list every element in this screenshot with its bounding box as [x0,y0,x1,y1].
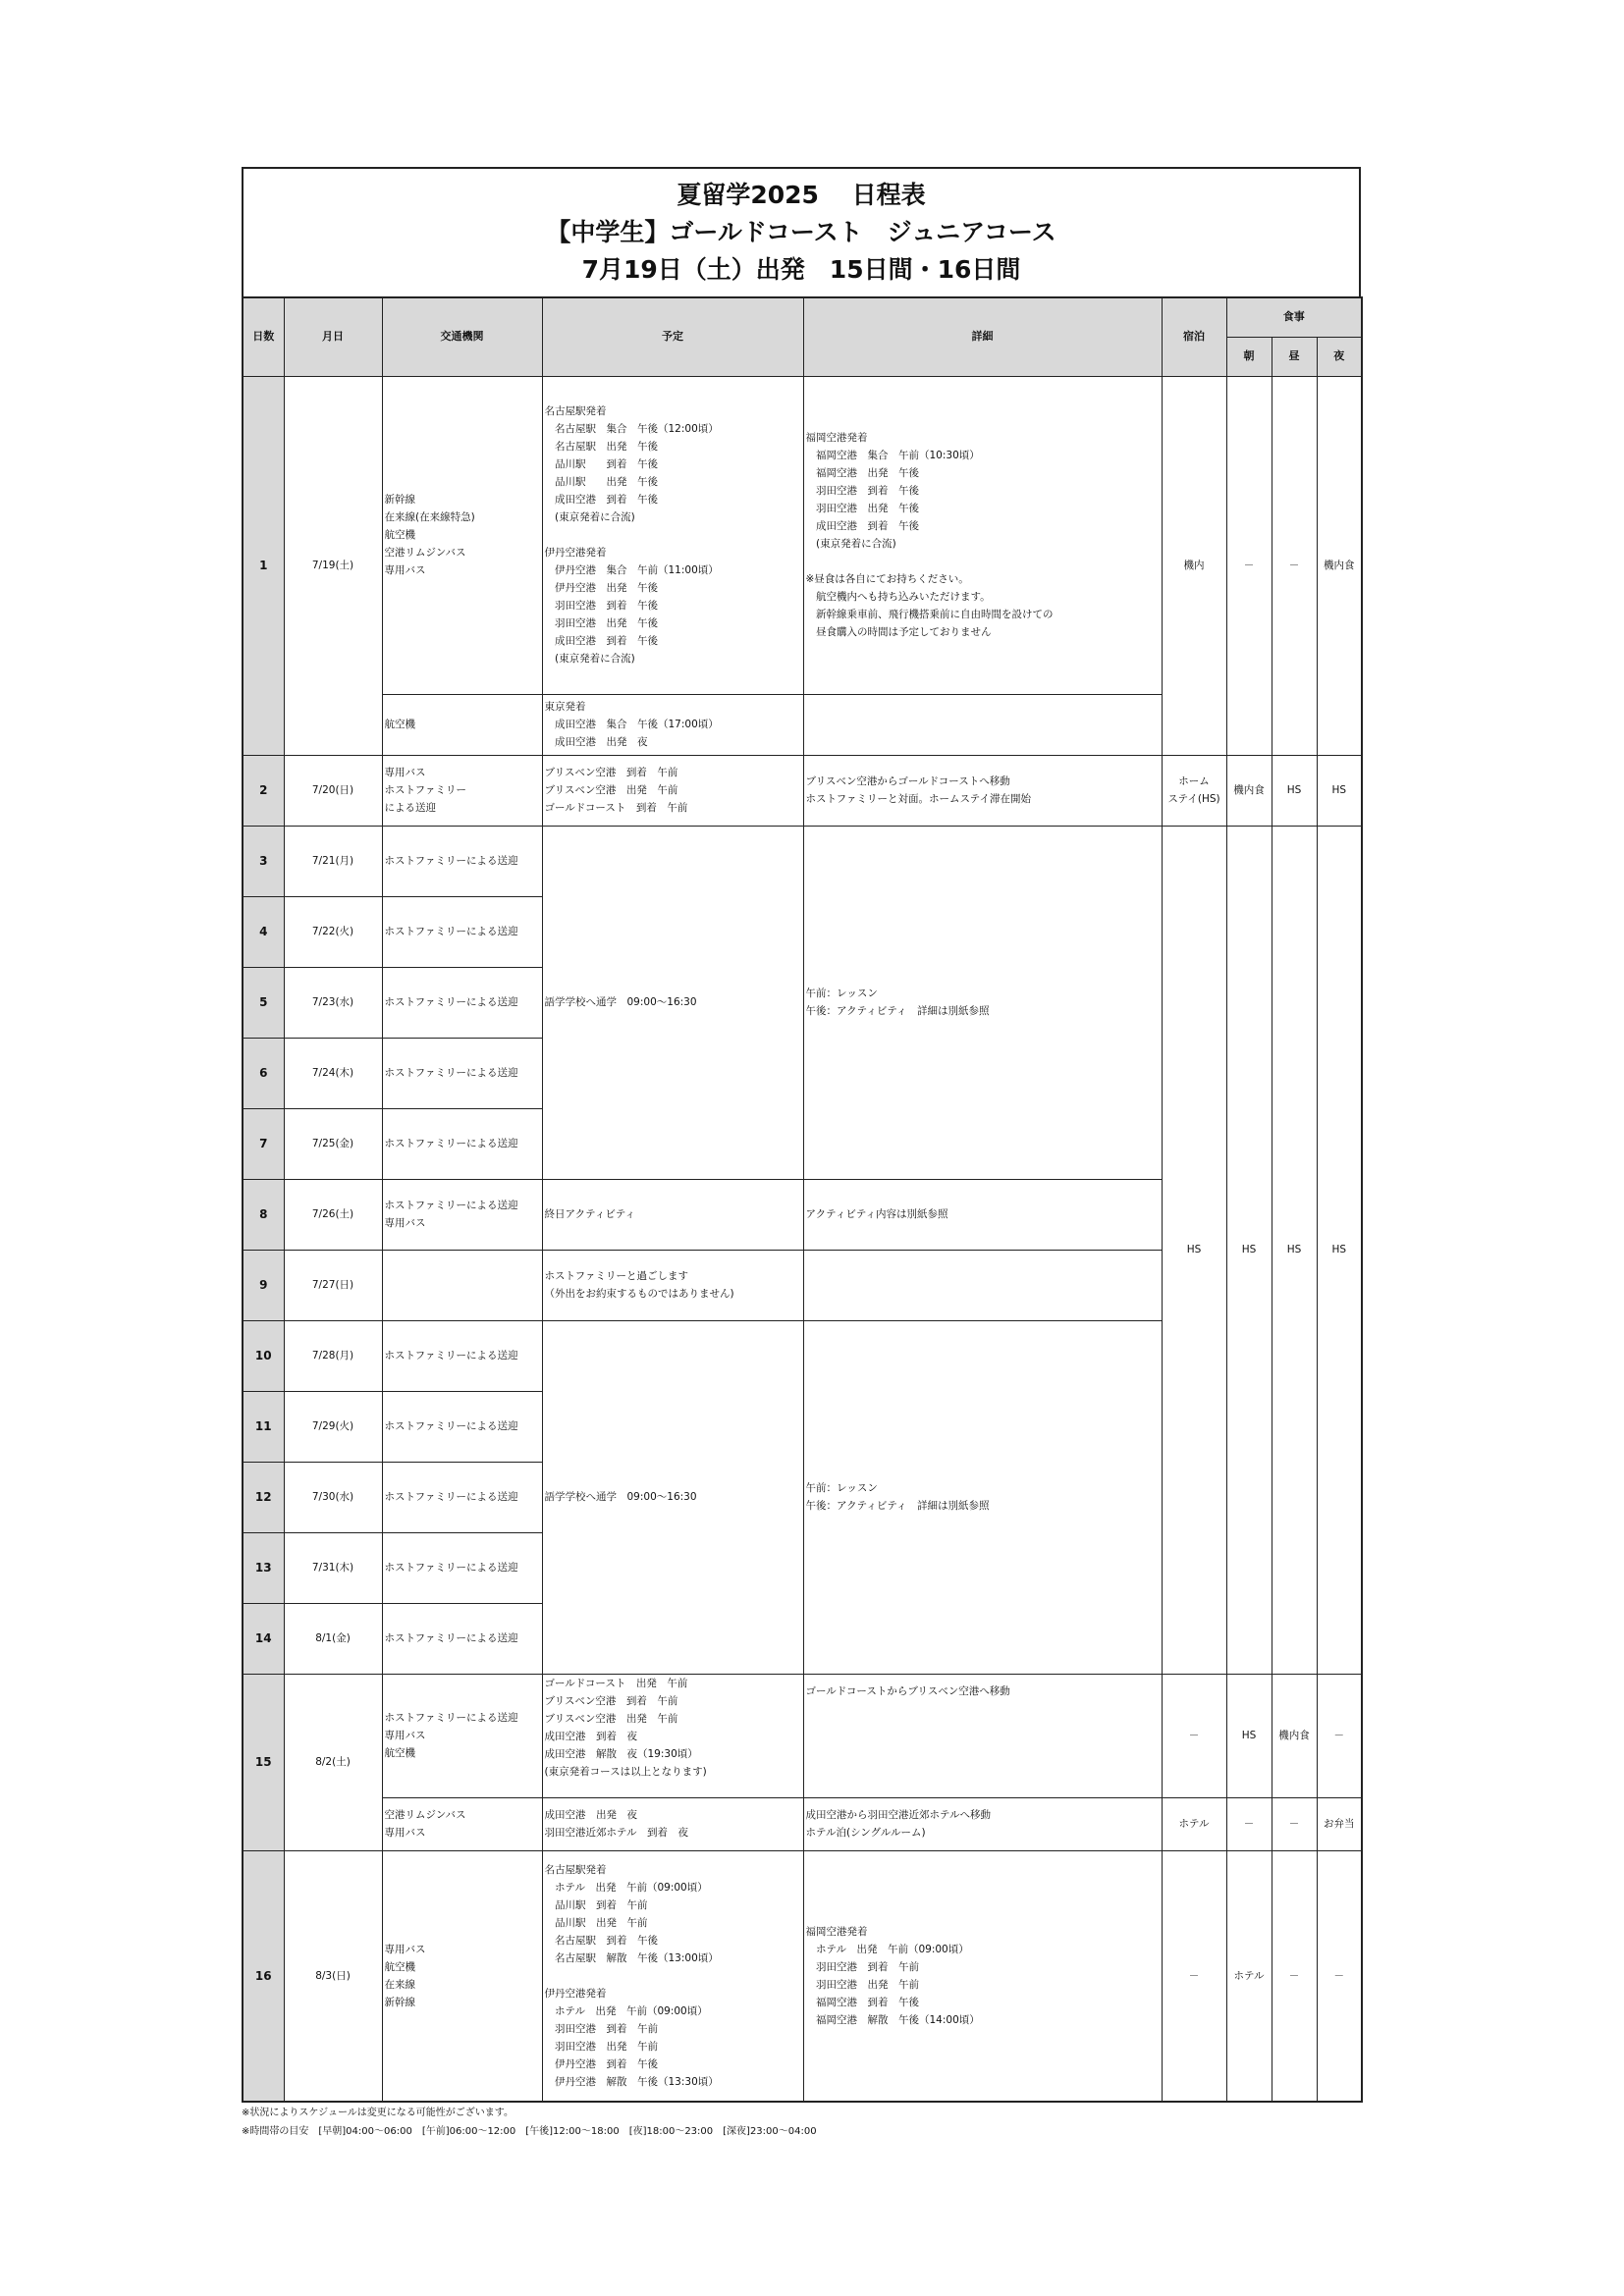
lunch-cell: － [1272,1850,1317,2102]
stay-cell: ホーム ステイ(HS) [1162,755,1226,826]
lunch-cell: － [1272,376,1317,755]
day-number: 16 [243,1850,284,2102]
day-number: 3 [243,826,284,896]
date: 8/3(日) [284,1850,382,2102]
dinner-cell: 機内食 [1317,376,1362,755]
transport-cell: ホストファミリーによる送迎 [382,896,542,967]
plan-cell: 東京発着 成田空港 集合 午後（17:00頃） 成田空港 出発 夜 [542,694,803,755]
header-meals: 食事 [1226,297,1362,337]
date: 7/30(水) [284,1462,382,1532]
day-number: 2 [243,755,284,826]
detail-cell: ゴールドコーストからブリスベン空港へ移動 [803,1674,1162,1797]
detail-cell: アクティビティ内容は別紙参照 [803,1179,1162,1250]
header-day: 日数 [243,297,284,376]
detail-cell: 午前：レッスン 午後：アクティビティ 詳細は別紙参照 [803,826,1162,1179]
transport-cell: ホストファミリーによる送迎 [382,1038,542,1108]
stay-cell: HS [1162,826,1226,1674]
date: 7/23(水) [284,967,382,1038]
header-dinner: 夜 [1317,337,1362,376]
title-line-1: 夏留学2025 日程表 [677,181,926,209]
lunch-cell: － [1272,1797,1317,1850]
title-line-2: 【中学生】ゴールドコースト ジュニアコース [546,218,1056,246]
day-number: 5 [243,967,284,1038]
plan-cell: 名古屋駅発着 ホテル 出発 午前（09:00頃） 品川駅 到着 午前 品川駅 出発 午前 名古屋駅 到着 午後 名古屋駅 解散 午後（13:00頃） 伊丹空港発着 ホテル 出発 午前（09:00頃） 羽田空港 到着 午前 羽田空港 出発 午前 伊丹空港 到着 午後 伊丹空港 解散 午後（13:30頃） [542,1850,803,2102]
day-number: 11 [243,1391,284,1462]
breakfast-cell: － [1226,1797,1272,1850]
day-number: 14 [243,1603,284,1674]
transport-cell: ホストファミリーによる送迎 [382,1462,542,1532]
plan-cell: ホストファミリーと過ごします （外出をお約束するものではありません) [542,1250,803,1320]
day-number: 9 [243,1250,284,1320]
detail-cell: 福岡空港発着 ホテル 出発 午前（09:00頃） 羽田空港 到着 午前 羽田空港 出発 午前 福岡空港 到着 午後 福岡空港 解散 午後（14:00頃） [803,1850,1162,2102]
plan-cell: 成田空港 出発 夜 羽田空港近郊ホテル 到着 夜 [542,1797,803,1850]
plan-cell: 語学学校へ通学 09:00～16:30 [542,1320,803,1674]
transport-cell: 新幹線 在来線(在来線特急) 航空機 空港リムジンバス 専用バス [382,376,542,694]
detail-cell: 午前：レッスン 午後：アクティビティ 詳細は別紙参照 [803,1320,1162,1674]
day-number: 7 [243,1108,284,1179]
stay-cell: 機内 [1162,376,1226,755]
stay-cell: － [1162,1850,1226,2102]
header-detail: 詳細 [803,297,1162,376]
transport-cell: ホストファミリーによる送迎 [382,1320,542,1391]
plan-cell: 語学学校へ通学 09:00～16:30 [542,826,803,1179]
day-number: 4 [243,896,284,967]
date: 8/1(金) [284,1603,382,1674]
header-transport: 交通機関 [382,297,542,376]
footnote-1: ※状況によりスケジュールは変更になる可能性がございます。 [242,2108,514,2118]
date: 7/21(月) [284,826,382,896]
transport-cell [382,1250,542,1320]
footnote-2: ※時間帯の目安 [早朝]04:00～06:00 [午前]06:00～12:00 [午後]12:00～18:00 [夜]18:00～23:00 [深夜]23:00～04:00 [242,2126,817,2137]
transport-cell: ホストファミリーによる送迎 [382,1532,542,1603]
table-row [243,1674,1362,1797]
plan-cell: 終日アクティビティ [542,1179,803,1250]
date: 7/19(土) [284,376,382,755]
transport-cell: ホストファミリーによる送迎 専用バス 航空機 [382,1674,542,1797]
lunch-cell: HS [1272,826,1317,1674]
dinner-cell: － [1317,1850,1362,2102]
header-breakfast: 朝 [1226,337,1272,376]
breakfast-cell: － [1226,376,1272,755]
breakfast-cell: 機内食 [1226,755,1272,826]
detail-cell: 成田空港から羽田空港近郊ホテルへ移動 ホテル泊(シングルルーム) [803,1797,1162,1850]
day-number: 10 [243,1320,284,1391]
table-row [243,755,1362,826]
dinner-cell: お弁当 [1317,1797,1362,1850]
breakfast-cell: HS [1226,1674,1272,1797]
transport-cell: ホストファミリーによる送迎 [382,826,542,896]
date: 7/20(日) [284,755,382,826]
detail-cell: ブリスベン空港からゴールドコーストへ移動 ホストファミリーと対面。ホームステイ滞在開始 [803,755,1162,826]
day-number: 6 [243,1038,284,1108]
transport-cell: 空港リムジンバス 専用バス [382,1797,542,1850]
stay-cell: － [1162,1674,1226,1797]
date: 7/29(火) [284,1391,382,1462]
stay-cell: ホテル [1162,1797,1226,1850]
dinner-cell: － [1317,1674,1362,1797]
lunch-cell: 機内食 [1272,1674,1317,1797]
title-line-3: 7月19日（土）出発 15日間・16日間 [581,255,1021,284]
transport-cell: 航空機 [382,694,542,755]
date: 7/24(木) [284,1038,382,1108]
date: 7/25(金) [284,1108,382,1179]
table-row [243,1797,1362,1850]
day-number: 15 [243,1674,284,1850]
header-plan: 予定 [542,297,803,376]
day-number: 13 [243,1532,284,1603]
dinner-cell: HS [1317,826,1362,1674]
table-row [243,376,1362,694]
transport-cell: ホストファミリーによる送迎 [382,1603,542,1674]
plan-cell: ゴールドコースト 出発 午前 ブリスベン空港 到着 午前 ブリスベン空港 出発 午前 成田空港 到着 夜 成田空港 解散 夜（19:30頃） (東京発着コースは以上となります) [542,1674,803,1797]
breakfast-cell: ホテル [1226,1850,1272,2102]
date: 7/27(日) [284,1250,382,1320]
dinner-cell: HS [1317,755,1362,826]
header-lunch: 昼 [1272,337,1317,376]
day-number: 8 [243,1179,284,1250]
date: 7/26(土) [284,1179,382,1250]
date: 8/2(土) [284,1674,382,1850]
day-number: 12 [243,1462,284,1532]
table-row [243,1850,1362,2102]
header-stay: 宿泊 [1162,297,1226,376]
detail-cell [803,694,1162,755]
schedule-sheet [242,167,1361,2140]
plan-cell: ブリスベン空港 到着 午前 ブリスベン空港 出発 午前 ゴールドコースト 到着 午前 [542,755,803,826]
date: 7/31(木) [284,1532,382,1603]
table-row [243,826,1362,896]
header-date: 月日 [284,297,382,376]
transport-cell: ホストファミリーによる送迎 専用バス [382,1179,542,1250]
transport-cell: 専用バス 航空機 在来線 新幹線 [382,1850,542,2102]
transport-cell: ホストファミリーによる送迎 [382,967,542,1038]
title-block [242,167,1361,296]
transport-cell: ホストファミリーによる送迎 [382,1108,542,1179]
transport-cell: ホストファミリーによる送迎 [382,1391,542,1462]
day-number: 1 [243,376,284,755]
transport-cell: 専用バス ホストファミリー による送迎 [382,755,542,826]
detail-cell [803,1250,1162,1320]
date: 7/22(火) [284,896,382,967]
lunch-cell: HS [1272,755,1317,826]
breakfast-cell: HS [1226,826,1272,1674]
date: 7/28(月) [284,1320,382,1391]
plan-cell: 名古屋駅発着 名古屋駅 集合 午後（12:00頃） 名古屋駅 出発 午後 品川駅 到着 午後 品川駅 出発 午後 成田空港 到着 午後 (東京発着に合流) 伊丹空港発着 伊丹空港 集合 午前（11:00頃） 伊丹空港 出発 午後 羽田空港 到着 午後 羽田空港 出発 午後 成田空港 到着 午後 (東京発着に合流) [542,376,803,694]
detail-cell: 福岡空港発着 福岡空港 集合 午前（10:30頃） 福岡空港 出発 午後 羽田空港 到着 午後 羽田空港 出発 午後 成田空港 到着 午後 (東京発着に合流) ※昼食は各自にてお持ちください。 航空機内へも持ち込みいただけます。 新幹線乗車前、飛行機搭乗前に自由時間を設けての 昼食購入の時間は予定しておりません [803,376,1162,694]
schedule-table [242,296,1363,2103]
